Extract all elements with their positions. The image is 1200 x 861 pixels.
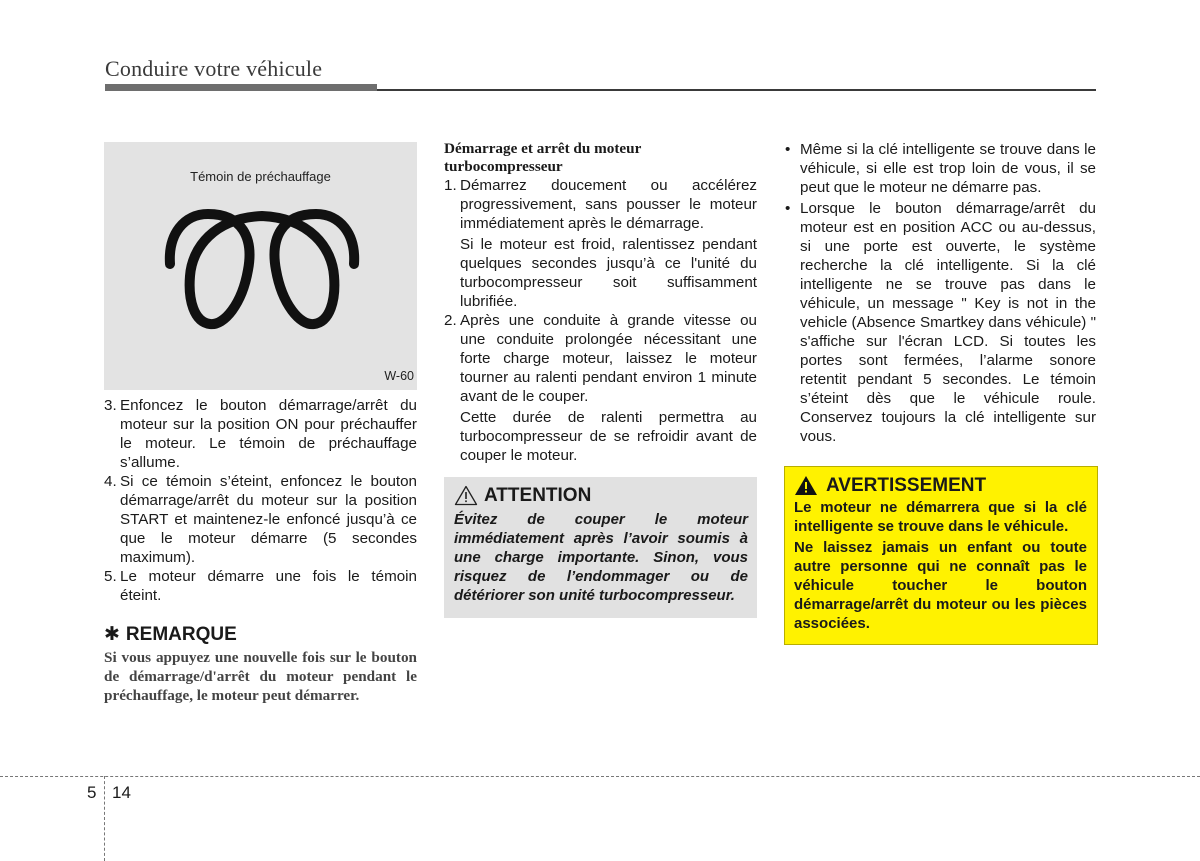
smartkey-notes-list bbox=[784, 140, 1096, 446]
list-item bbox=[444, 311, 757, 465]
step-text: Si ce témoin s’éteint, enfoncez le bouton démarrage/arrêt du moteur sur la position START et maintenez-le enfoncé jusqu’à ce que le moteur démarre (5 secondes maximum). bbox=[120, 473, 417, 566]
chapter-number: 5 bbox=[87, 783, 97, 802]
step-text: Démarrez doucement ou accélérez progressivement, sans pousser le moteur immédiatement après le démarrage. bbox=[460, 177, 757, 232]
warning-text-1: Le moteur ne démarrera que si la clé intelligente se trouve dans le véhicule. bbox=[794, 499, 1087, 535]
header-rule-thick bbox=[105, 84, 377, 91]
list-item bbox=[784, 140, 1096, 197]
list-item bbox=[444, 176, 757, 311]
warning-triangle-icon bbox=[794, 475, 818, 496]
footer-dashed-divider bbox=[104, 776, 105, 861]
list-item bbox=[104, 396, 417, 472]
preheat-indicator-figure bbox=[104, 142, 417, 390]
step-text: Enfoncez le bouton démarrage/arrêt du moteur sur la position ON pour préchauffer le moteur. Le témoin de préchauffage s’allume. bbox=[120, 397, 417, 471]
step-continuation: Cette durée de ralenti permettra au turbocompresseur de se refroidir avant de couper le moteur. bbox=[460, 409, 757, 464]
caution-triangle-icon bbox=[454, 485, 478, 506]
page-header-title: Conduire votre véhicule bbox=[105, 56, 323, 81]
preheat-steps-list bbox=[104, 396, 417, 605]
remark-text: Si vous appuyez une nouvelle fois sur le bouton de démarrage/d'arrêt du moteur pendant le préchauffage, le moteur peut démarrer. bbox=[104, 649, 417, 704]
step-number: 4. bbox=[104, 473, 117, 490]
warning-title: AVERTISSEMENT bbox=[826, 475, 987, 496]
column-left bbox=[104, 142, 417, 705]
column-right bbox=[784, 140, 1096, 645]
step-continuation: Si le moteur est froid, ralentissez pendant quelques secondes jusqu’à ce l'unité du turbocompresseur soit suffisamment lubrifiée. bbox=[460, 236, 757, 310]
header-rule-thin bbox=[377, 89, 1096, 91]
column-middle bbox=[444, 140, 757, 618]
warning-title-row bbox=[794, 475, 1087, 496]
step-number: 5. bbox=[104, 568, 117, 585]
attention-title: ATTENTION bbox=[484, 485, 592, 506]
list-item bbox=[104, 472, 417, 567]
warning-box bbox=[784, 466, 1098, 645]
attention-text: Évitez de couper le moteur immédiatement après l’avoir soumis à une charge importante. Sinon, vous risquez de l’endommager ou de détériorer son unité turbocompresseur. bbox=[454, 511, 748, 604]
bullet-icon: • bbox=[785, 200, 791, 217]
remark-title-row bbox=[104, 625, 417, 644]
bullet-icon: • bbox=[785, 141, 791, 158]
step-number: 2. bbox=[444, 312, 457, 329]
attention-title-row bbox=[454, 485, 748, 506]
list-item bbox=[104, 567, 417, 605]
page-number: 14 bbox=[112, 783, 131, 802]
list-item bbox=[784, 199, 1096, 446]
figure-caption: Témoin de préchauffage bbox=[190, 169, 331, 184]
step-text: Après une conduite à grande vitesse ou une conduite prolongée nécessitant une forte charge moteur, laissez le moteur tourner au ralenti pendant environ 1 minute avant de le couper. bbox=[460, 312, 757, 405]
warning-text-2: Ne laissez jamais un enfant ou toute autre personne qui ne connaît pas le véhicule toucher le bouton démarrage/arrêt du moteur ou les pièces associées. bbox=[794, 539, 1087, 632]
footer-dashed-rule bbox=[0, 776, 1200, 777]
bullet-text: Lorsque le bouton démarrage/arrêt du moteur est en position ACC ou au-dessus, si une porte est ouverte, le système recherche la clé intelligente. Si la clé intelligente ne se trouve pas dans le véhicule, un message " Key is not in the vehicle (Absence Smartkey dans véhicule) " s'affiche sur l'écran LCD. Si toutes les portes sont fermées, l’alarme sonore retentit pendant 5 secondes. Le témoin s’éteint dès que le véhicule roule. Conservez toujours la clé intelligente sur vous. bbox=[800, 200, 1096, 445]
remark-title: REMARQUE bbox=[125, 624, 237, 645]
asterisk-icon: ✱ bbox=[104, 624, 120, 645]
glow-plug-coil-icon bbox=[162, 204, 362, 336]
bullet-text: Même si la clé intelligente se trouve dans le véhicule, si elle est trop loin de vous, il se peut que le moteur ne démarre pas. bbox=[800, 141, 1096, 196]
figure-code: W-60 bbox=[384, 369, 414, 383]
turbo-steps-list bbox=[444, 176, 757, 465]
remark-note bbox=[104, 625, 417, 705]
attention-box bbox=[444, 477, 757, 618]
step-number: 1. bbox=[444, 177, 457, 194]
step-text: Le moteur démarre une fois le témoin éteint. bbox=[120, 568, 417, 604]
step-number: 3. bbox=[104, 397, 117, 414]
section-heading: Démarrage et arrêt du moteur turbocompresseur bbox=[444, 140, 642, 175]
